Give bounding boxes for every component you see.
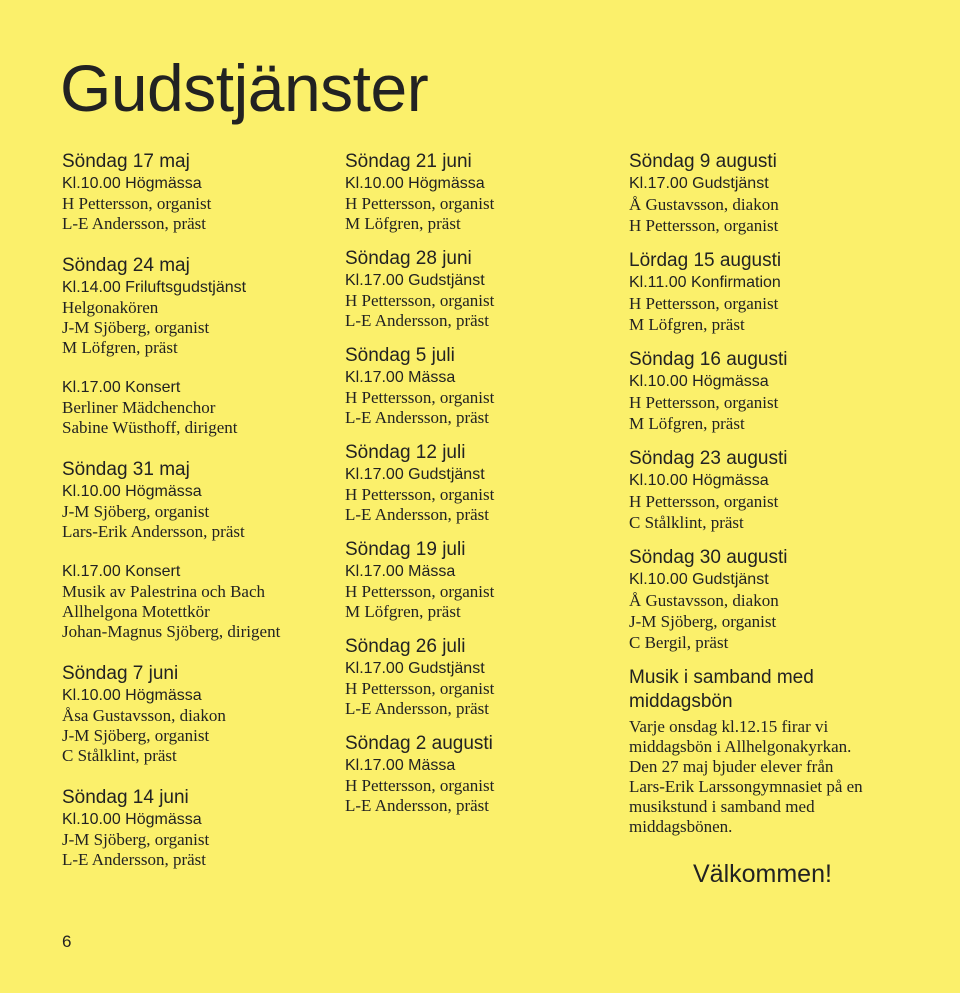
service-person: Åsa Gustavsson, diakon	[62, 706, 226, 725]
service-person: H Pettersson, organist	[345, 582, 495, 601]
service-date: Söndag 7 juni	[62, 663, 179, 684]
service-person: J-M Sjöberg, organist	[62, 318, 210, 337]
schedule-column-3	[629, 150, 929, 889]
service-date: Söndag 17 maj	[62, 151, 190, 172]
service-time: Kl.17.00 Mässa	[345, 563, 456, 580]
service-person: C Stålklint, präst	[62, 746, 177, 765]
service-person: Berliner Mädchenchor	[62, 398, 216, 417]
info-heading: Musik i samband med middagsbön	[629, 667, 814, 712]
service-date: Söndag 21 juni	[345, 151, 472, 172]
midday-prayer-info	[629, 666, 929, 837]
service-person: H Pettersson, organist	[629, 492, 779, 511]
service-person: M Löfgren, präst	[629, 414, 745, 433]
service-entry	[629, 150, 929, 236]
service-entry	[629, 348, 929, 434]
service-date: Söndag 12 juli	[345, 442, 466, 463]
service-person: H Pettersson, organist	[345, 388, 495, 407]
service-person: L-E Andersson, präst	[345, 311, 490, 330]
service-person: H Pettersson, organist	[62, 194, 212, 213]
service-date: Lördag 15 augusti	[629, 250, 782, 271]
service-person: C Bergil, präst	[629, 633, 729, 652]
service-person: H Pettersson, organist	[629, 294, 779, 313]
service-person: H Pettersson, organist	[629, 216, 779, 235]
service-person: Å Gustavsson, diakon	[629, 591, 779, 610]
service-person: L-E Andersson, präst	[345, 505, 490, 524]
service-person: L-E Andersson, präst	[345, 699, 490, 718]
service-person: Johan-Magnus Sjöberg, dirigent	[62, 622, 281, 641]
service-date: Söndag 24 maj	[62, 255, 190, 276]
info-line: middagsbön i Allhelgonakyrkan.	[629, 737, 852, 756]
service-entry	[345, 732, 615, 816]
service-time: Kl.10.00 Högmässa	[629, 472, 769, 489]
service-time: Kl.10.00 Högmässa	[629, 373, 769, 390]
service-date: Söndag 9 augusti	[629, 151, 777, 172]
service-time: Kl.17.00 Gudstjänst	[345, 272, 485, 289]
service-person: H Pettersson, organist	[345, 679, 495, 698]
service-person: H Pettersson, organist	[345, 291, 495, 310]
service-entry	[345, 247, 615, 331]
service-date: Söndag 2 augusti	[345, 733, 493, 754]
service-person: H Pettersson, organist	[345, 776, 495, 795]
service-entry	[629, 447, 929, 533]
service-person: J-M Sjöberg, organist	[62, 830, 210, 849]
service-person: Å Gustavsson, diakon	[629, 195, 779, 214]
service-person: Sabine Wüsthoff, dirigent	[62, 418, 238, 437]
info-text	[629, 717, 919, 837]
service-entry	[629, 546, 929, 653]
service-time: Kl.17.00 Gudstjänst	[629, 175, 769, 192]
service-time: Kl.17.00 Mässa	[345, 757, 456, 774]
service-person: M Löfgren, präst	[345, 214, 461, 233]
welcome-text: Välkommen!	[693, 860, 832, 888]
service-person: H Pettersson, organist	[629, 393, 779, 412]
service-person: H Pettersson, organist	[345, 485, 495, 504]
service-date: Söndag 26 juli	[345, 636, 466, 657]
service-person: M Löfgren, präst	[62, 338, 178, 357]
service-entry	[345, 441, 615, 525]
service-entry	[345, 150, 615, 234]
service-entry	[62, 378, 332, 438]
service-person: J-M Sjöberg, organist	[62, 726, 210, 745]
page-number: 6	[62, 932, 72, 951]
schedule-column-2	[345, 150, 615, 829]
service-person: J-M Sjöberg, organist	[629, 612, 777, 631]
service-entry	[62, 458, 332, 542]
service-entry	[629, 249, 929, 335]
service-person: Musik av Palestrina och Bach	[62, 582, 266, 601]
info-line: Varje onsdag kl.12.15 firar vi	[629, 717, 829, 736]
service-date: Söndag 19 juli	[345, 539, 466, 560]
service-time: Kl.17.00 Gudstjänst	[345, 660, 485, 677]
service-entry	[62, 562, 332, 642]
service-person: C Stålklint, präst	[629, 513, 744, 532]
service-person: L-E Andersson, präst	[62, 850, 207, 869]
info-line: middagsbönen.	[629, 817, 733, 836]
service-date: Söndag 30 augusti	[629, 547, 788, 568]
service-time: Kl.10.00 Högmässa	[62, 175, 202, 192]
service-date: Söndag 16 augusti	[629, 349, 788, 370]
service-entry	[345, 344, 615, 428]
service-time: Kl.17.00 Gudstjänst	[345, 466, 485, 483]
service-person: L-E Andersson, präst	[62, 214, 207, 233]
service-person: L-E Andersson, präst	[345, 408, 490, 427]
info-line: musikstund i samband med	[629, 797, 815, 816]
service-time: Kl.17.00 Mässa	[345, 369, 456, 386]
service-person: Helgonakören	[62, 298, 159, 317]
service-time: Kl.10.00 Högmässa	[345, 175, 485, 192]
service-entry	[345, 635, 615, 719]
service-person: Allhelgona Motettkör	[62, 602, 210, 621]
service-person: H Pettersson, organist	[345, 194, 495, 213]
service-date: Söndag 14 juni	[62, 787, 189, 808]
service-entry	[345, 538, 615, 622]
service-entry	[62, 662, 332, 766]
service-person: J-M Sjöberg, organist	[62, 502, 210, 521]
service-time: Kl.10.00 Högmässa	[62, 483, 202, 500]
service-time: Kl.10.00 Högmässa	[62, 811, 202, 828]
service-person: M Löfgren, präst	[345, 602, 461, 621]
service-entry	[62, 254, 332, 358]
service-time: Kl.10.00 Gudstjänst	[629, 571, 769, 588]
service-date: Söndag 23 augusti	[629, 448, 788, 469]
service-time: Kl.10.00 Högmässa	[62, 687, 202, 704]
service-person: Lars-Erik Andersson, präst	[62, 522, 245, 541]
service-entry	[62, 150, 332, 234]
service-time: Kl.17.00 Konsert	[62, 379, 181, 396]
schedule-column-1	[62, 150, 332, 890]
info-line: Lars-Erik Larssongymnasiet på en	[629, 777, 863, 796]
service-date: Söndag 28 juni	[345, 248, 472, 269]
service-entry	[62, 786, 332, 870]
info-line: Den 27 maj bjuder elever från	[629, 757, 834, 776]
service-person: L-E Andersson, präst	[345, 796, 490, 815]
service-date: Söndag 31 maj	[62, 459, 190, 480]
service-person: M Löfgren, präst	[629, 315, 745, 334]
service-time: Kl.14.00 Friluftsgudstjänst	[62, 279, 247, 296]
page-title: Gudstjänster	[60, 51, 429, 125]
service-date: Söndag 5 juli	[345, 345, 455, 366]
service-time: Kl.11.00 Konfirmation	[629, 274, 781, 291]
service-time: Kl.17.00 Konsert	[62, 563, 181, 580]
